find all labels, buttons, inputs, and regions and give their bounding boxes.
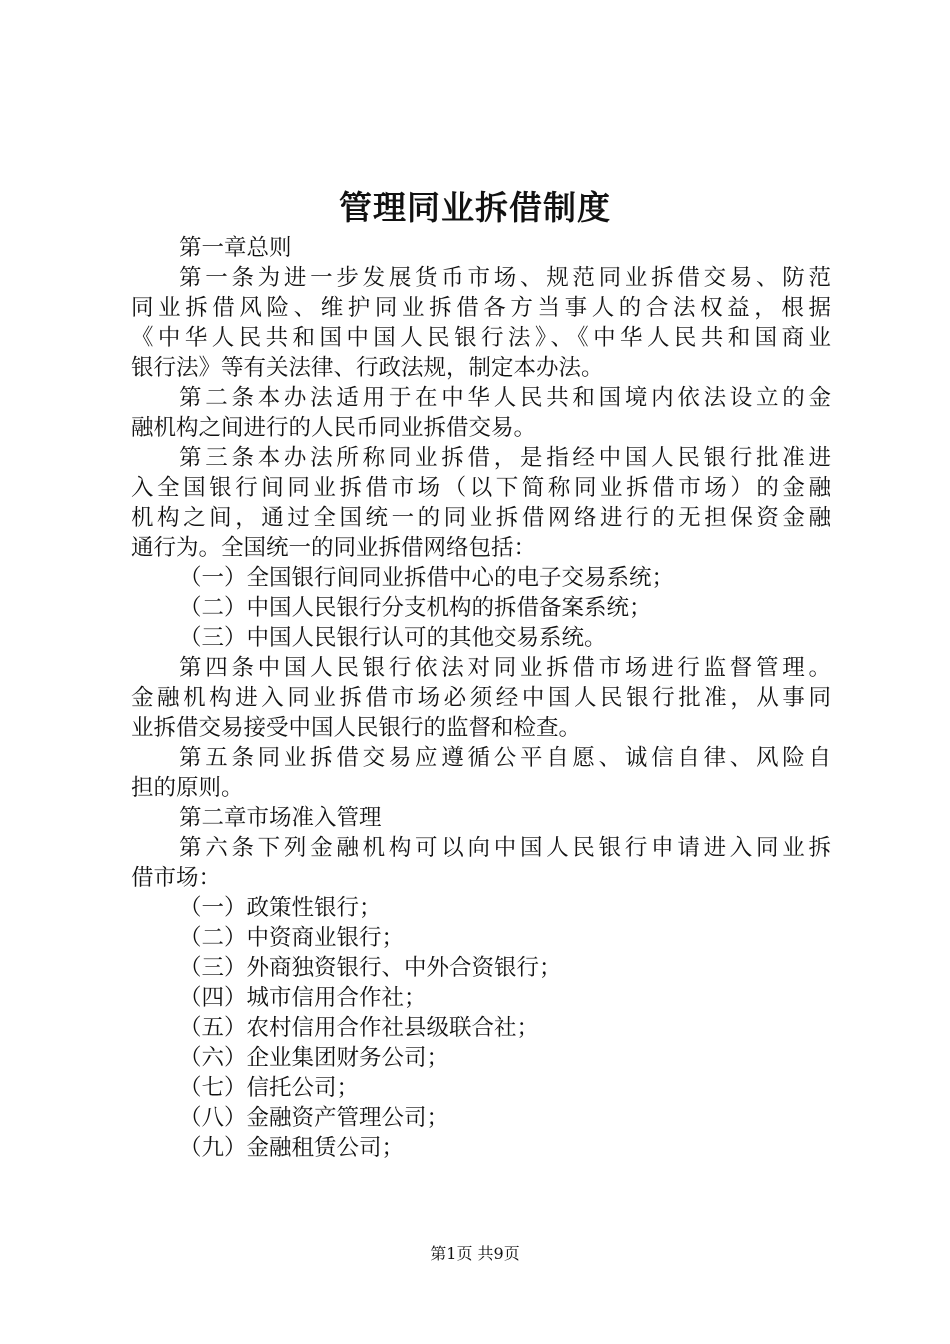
text-line: 《中华人民共和国中国人民银行法》、《中华人民共和国商业: [131, 325, 831, 351]
text-line: 第二章市场准入管理: [179, 805, 382, 831]
text-line: （七）信托公司；: [179, 1075, 360, 1101]
text-line: （六）企业集团财务公司；: [179, 1045, 450, 1071]
text-line: 通行为。全国统一的同业拆借网络包括：: [131, 535, 537, 561]
text-line: 金融机构进入同业拆借市场必须经中国人民银行批准，从事同: [131, 685, 831, 711]
text-line: 银行法》等有关法律、行政法规，制定本办法。: [131, 355, 604, 381]
page-footer: 第1页 共9页: [430, 1244, 520, 1263]
text-line: （五）农村信用合作社县级联合社；: [179, 1015, 540, 1041]
page-title: 管理同业拆借制度: [339, 188, 611, 227]
text-line: 第三条本办法所称同业拆借，是指经中国人民银行批准进: [179, 445, 831, 471]
text-line: （一）全国银行间同业拆借中心的电子交易系统；: [179, 565, 675, 591]
text-line: （九）金融租赁公司；: [179, 1135, 405, 1161]
text-line: 担的原则。: [131, 775, 244, 801]
text-line: 第六条下列金融机构可以向中国人民银行申请进入同业拆: [179, 835, 831, 861]
text-line: （二）中国人民银行分支机构的拆借备案系统；: [179, 595, 652, 621]
text-line: 第二条本办法适用于在中华人民共和国境内依法设立的金: [179, 385, 831, 411]
document-body: [131, 233, 831, 1163]
text-line: （三）外商独资银行、中外合资银行；: [179, 955, 562, 981]
text-line: 第四条中国人民银行依法对同业拆借市场进行监督管理。: [179, 655, 831, 681]
text-line: 入全国银行间同业拆借市场（以下简称同业拆借市场）的金融: [131, 475, 831, 501]
text-line: 第五条同业拆借交易应遵循公平自愿、诚信自律、风险自: [179, 745, 831, 771]
text-line: （八）金融资产管理公司；: [179, 1105, 450, 1131]
text-line: 借市场：: [131, 865, 222, 891]
text-line: （四）城市信用合作社；: [179, 985, 427, 1011]
text-line: 机构之间，通过全国统一的同业拆借网络进行的无担保资金融: [131, 505, 831, 531]
text-line: 第一章总则: [179, 235, 292, 261]
text-line: 同业拆借风险、维护同业拆借各方当事人的合法权益，根据: [131, 295, 831, 321]
text-line: 融机构之间进行的人民币同业拆借交易。: [131, 415, 537, 441]
text-line: （二）中资商业银行；: [179, 925, 405, 951]
text-line: （一）政策性银行；: [179, 895, 382, 921]
text-line: （三）中国人民银行认可的其他交易系统。: [179, 625, 607, 651]
text-line: 业拆借交易接受中国人民银行的监督和检查。: [131, 715, 582, 741]
text-line: 第一条为进一步发展货币市场、规范同业拆借交易、防范: [179, 265, 831, 291]
